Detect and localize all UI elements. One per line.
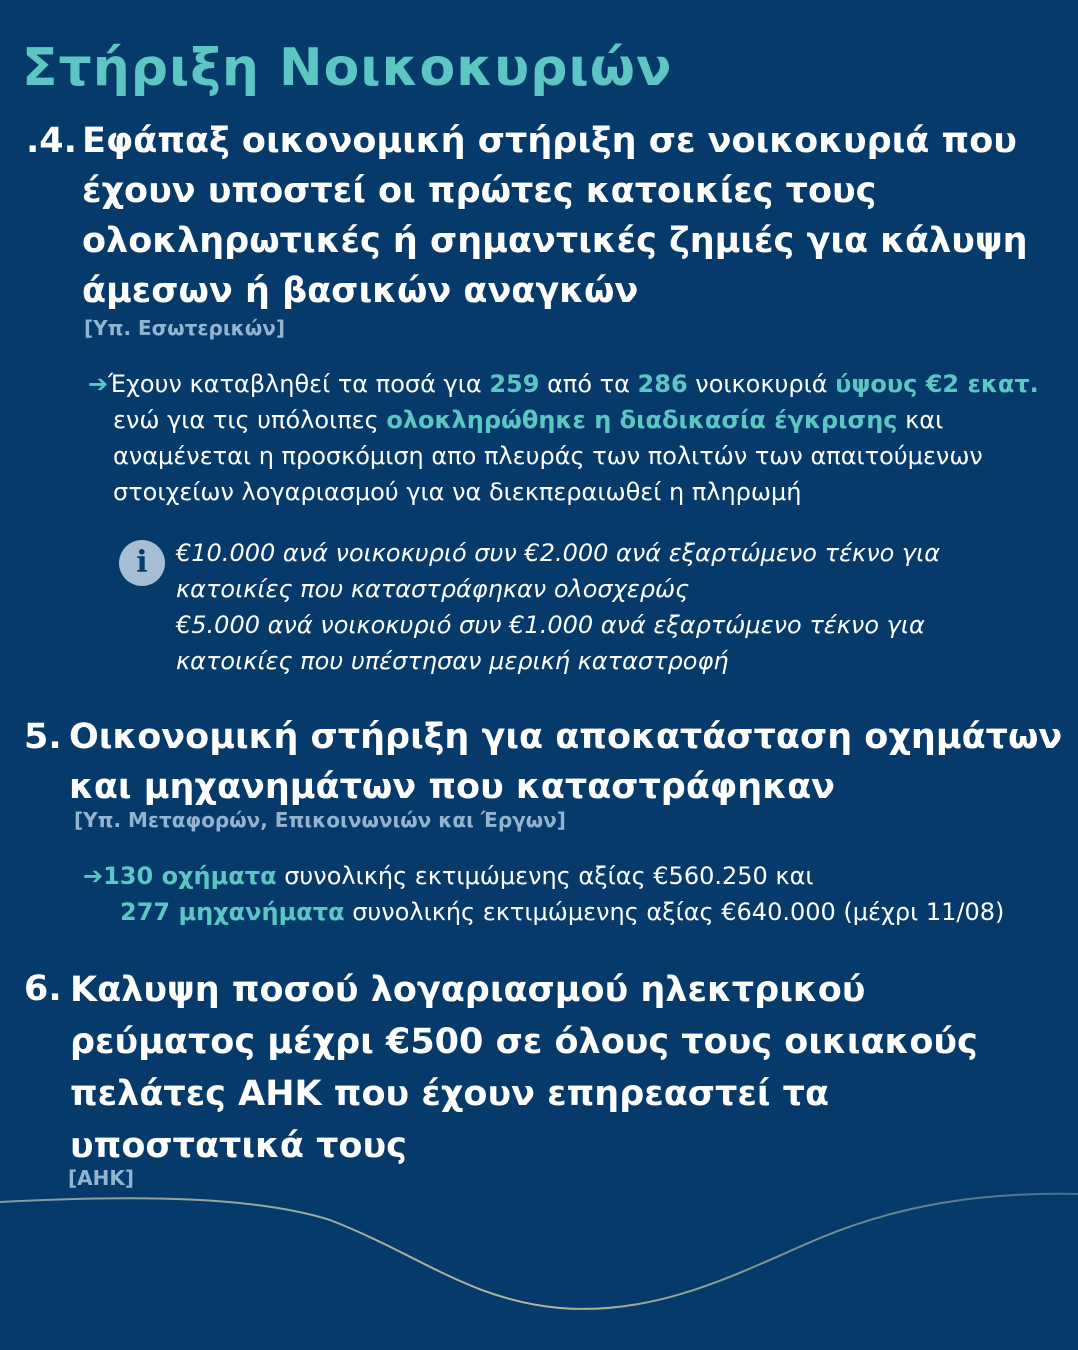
arrow-right-icon: ➔	[88, 370, 109, 398]
info-line: κατοικίες που καταστράφηκαν ολοσχερώς	[176, 575, 690, 603]
section-6-heading-line: υποστατικά τους	[70, 1126, 407, 1166]
decorative-wave	[0, 1180, 1078, 1350]
section-4-detail-line-4: στοιχείων λογαριασμού για να διεκπεραιωθεί η πληρωμή	[113, 478, 802, 506]
info-line: €10.000 ανά νοικοκυριό συν €2.000 ανά εξαρτώμενο τέκνο για	[176, 539, 941, 567]
section-5-source: [Υπ. Μεταφορών, Επικοινωνιών και Έργων]	[74, 808, 566, 832]
section-4-detail	[88, 366, 1039, 510]
section-4-detail-line-1: ➔Έχουν καταβληθεί τα ποσά για 259 από τα 286 νοικοκυριά ύψους €2 εκατ.	[88, 370, 1039, 398]
info-icon: i	[119, 540, 165, 586]
info-line: κατοικίες που υπέστησαν μερική καταστροφή	[176, 647, 729, 675]
section-5-heading-line: Οικονομική στήριξη για αποκατάσταση οχημάτων	[69, 717, 1063, 757]
section-5-detail-line-1: ➔130 οχήματα συνολικής εκτιμώμενης αξίας €560.250 και	[83, 862, 814, 890]
section-4-heading	[26, 116, 1028, 316]
section-6-heading	[24, 964, 978, 1172]
section-6-heading-line: πελάτες ΑΗΚ που έχουν επηρεαστεί τα	[70, 1074, 830, 1114]
section-5-detail-line-2: 277 μηχανήματα συνολικής εκτιμώμενης αξίας €640.000 (μέχρι 11/08)	[120, 898, 1005, 926]
section-4-heading-line: έχουν υποστεί οι πρώτες κατοικίες τους	[82, 171, 877, 211]
section-5-number: 5.	[24, 717, 62, 757]
section-5-heading	[24, 712, 1062, 812]
section-4-heading-line: ολοκληρωτικές ή σημαντικές ζημιές για κάλυψη	[82, 221, 1028, 261]
section-4-heading-line: άμεσων ή βασικών αναγκών	[82, 271, 639, 311]
section-4-source: [Υπ. Εσωτερικών]	[84, 316, 285, 340]
page-title: Στήριξη Νοικοκυριών	[22, 38, 673, 98]
wave-line	[0, 1194, 1078, 1309]
section-5-detail	[83, 858, 1004, 930]
section-6-number: 6.	[24, 969, 62, 1009]
info-line: €5.000 ανά νοικοκυριό συν €1.000 ανά εξαρτώμενο τέκνο για	[176, 611, 925, 639]
section-5-heading-line: και μηχανημάτων που καταστράφηκαν	[69, 767, 835, 807]
section-6-heading-line: ρεύματος μέχρι €500 σε όλους τους οικιακούς	[70, 1022, 978, 1062]
section-4-number: .4.	[26, 121, 77, 161]
section-6-source: [ΑΗΚ]	[68, 1166, 134, 1190]
section-6-heading-line: Καλυψη ποσού λογαριασμού ηλεκτρικού	[70, 970, 866, 1010]
arrow-right-icon: ➔	[83, 862, 104, 890]
section-4-heading-line: Εφάπαξ οικονομική στήριξη σε νοικοκυριά που	[82, 121, 1017, 161]
section-4-info-text	[176, 535, 940, 679]
section-4-detail-line-3: αναμένεται η προσκόμιση απο πλευράς των πολιτών των απαιτούμενων	[113, 442, 983, 470]
section-4-detail-line-2: ενώ για τις υπόλοιπες ολοκληρώθηκε η διαδικασία έγκρισης και	[113, 406, 944, 434]
